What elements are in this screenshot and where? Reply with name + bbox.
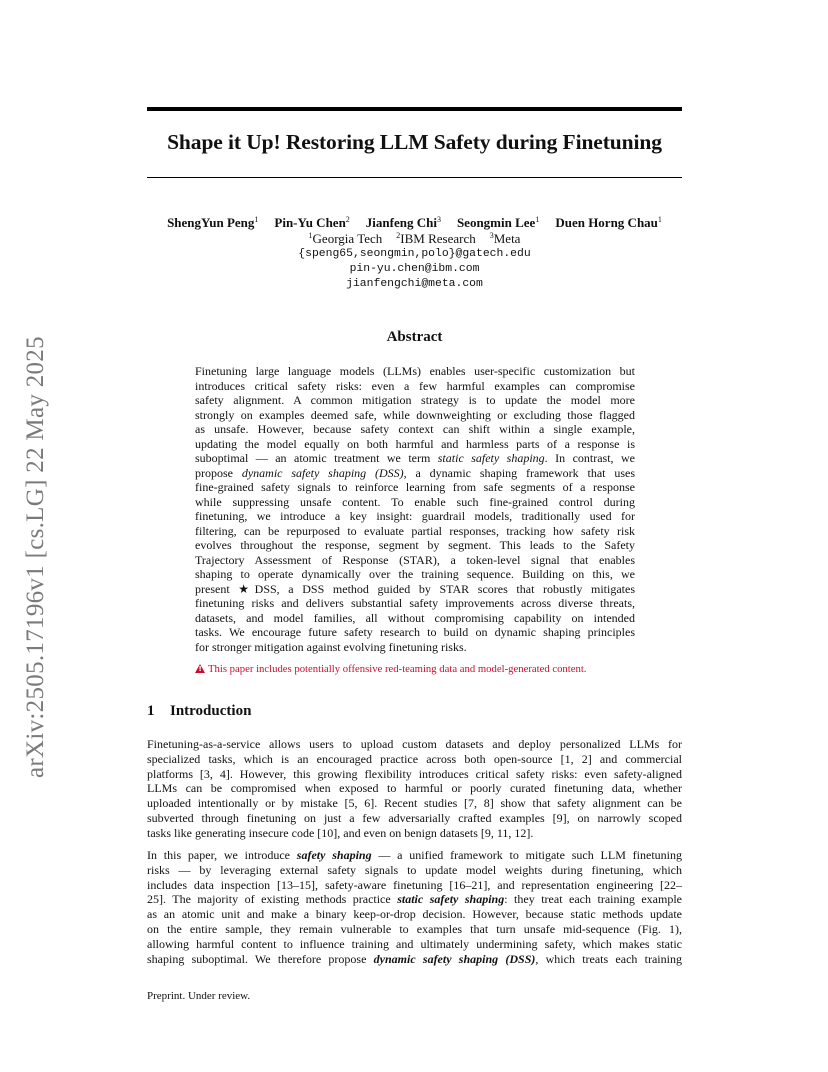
paragraph-line: includes data inspection [13–15], safety-aware finetuning [16–21], and representation engineering [22– xyxy=(147,877,682,892)
affiliation-list xyxy=(147,231,682,247)
title-rule-top xyxy=(147,107,682,111)
emphasized-term: dynamic safety shaping (DSS) xyxy=(373,951,536,966)
paragraph-line: as an atomic unit and make a binary keep-or-drop decision. However, because static methods update xyxy=(147,907,682,922)
author-name: Pin-Yu Chen$^2$ xyxy=(274,215,350,230)
title-rule-bottom xyxy=(147,177,682,178)
section-title: Introduction xyxy=(170,703,252,719)
author-name: Duen Horng Chau$^1$ xyxy=(555,215,662,230)
author-list xyxy=(147,215,682,231)
paragraph-line: tasks like generating insecure code [10], and even on benign datasets [9, 11, 12]. xyxy=(147,825,534,840)
author-name: Jianfeng Chi$^3$ xyxy=(365,215,441,230)
abstract-line: filtering, can be repurposed to evaluate partial responses, tracking how safety risk xyxy=(195,523,635,538)
abstract-line: Trajectory Assessment of Response (STAR), a token-level signal that enables xyxy=(195,552,635,567)
section-number: 1 xyxy=(147,703,155,719)
abstract-heading: Abstract xyxy=(386,329,443,345)
section-heading xyxy=(147,703,251,720)
paragraph-line: shaping suboptimal. We therefore propose dynamic safety shaping (DSS), which treats each training xyxy=(147,951,682,966)
emphasized-term: safety shaping xyxy=(296,848,372,862)
email-line: {speng65,seongmin,polo}@gatech.edu xyxy=(298,248,531,260)
paragraph-line: LLMs can be compromised when exposed to harmful or poorly curated finetuning data, whether xyxy=(147,781,682,796)
abstract-line: propose dynamic safety shaping (DSS), a dynamic shaping framework that uses xyxy=(195,465,635,480)
footer-note: Preprint. Under review. xyxy=(147,990,251,1002)
affiliation-mark: 1 xyxy=(308,231,313,240)
abstract-line: fine-grained safety signals to reinforce learning from safe segments of a response xyxy=(195,480,635,494)
abstract-line: datasets, and model families, all without compromising capability on intended xyxy=(195,610,635,625)
paragraph-line: on the entire sample, they remain vulnerable to examples that turn unsafe mid-sequence (Fig. 1), xyxy=(147,921,682,936)
abstract-line: suboptimal — an atomic treatment we term static safety shaping. In contrast, we xyxy=(195,451,635,465)
affiliation: $^1$Georgia Tech xyxy=(308,231,383,246)
abstract-body xyxy=(195,364,635,654)
affiliation-mark: 2 xyxy=(396,231,401,240)
paragraph-line: specialized tasks, which is an encouraged practice across both open-source [1, 2] and commercial xyxy=(147,751,682,766)
content-warning xyxy=(195,663,586,675)
emphasized-term: static safety shaping xyxy=(437,451,545,465)
intro-paragraph-1 xyxy=(147,737,682,841)
abstract-line: shaping to operate dynamically over the training sequence. Building on this, we xyxy=(195,567,635,581)
abstract-line: Finetuning large language models (LLMs) enables user-specific customization but xyxy=(195,364,635,378)
paragraph-line: Finetuning-as-a-service allows users to upload custom datasets and deploy personalized LLMs for xyxy=(147,737,682,751)
warning-icon xyxy=(195,664,205,673)
emphasized-term: dynamic safety shaping (DSS) xyxy=(241,465,404,480)
affiliation: $^3$Meta xyxy=(489,231,521,246)
paper-title: Shape it Up! Restoring LLM Safety during Finetuning xyxy=(167,130,662,154)
abstract-line: for stronger mitigation against evolving finetuning risks. xyxy=(195,639,467,654)
emphasized-term: static safety shaping xyxy=(397,892,505,907)
author-affil-mark: 1 xyxy=(254,215,259,224)
abstract-line: evolves throughout the response, segment by segment. This leads to the Safety xyxy=(195,538,635,552)
abstract-line: finetuning risks and delivers substantial safety improvements across diverse threats, xyxy=(195,596,635,610)
abstract-line: present ★DSS, a DSS method guided by STAR scores that robustly mitigates xyxy=(195,581,635,596)
abstract-line: safety alignment. A common mitigation strategy is to update the model more xyxy=(195,393,635,407)
affiliation: $^2$IBM Research xyxy=(396,231,476,246)
intro-paragraph-2 xyxy=(147,848,682,966)
abstract-line: updating the model equally on both harmful and harmless parts of a response is xyxy=(195,436,635,451)
abstract-line: while suppressing unsafe content. To enable such fine-grained control during xyxy=(195,494,635,509)
email-line: pin-yu.chen@ibm.com xyxy=(349,263,480,275)
abstract-line: as unsafe. However, because safety context can shift within a single example, xyxy=(195,422,635,436)
abstract-line: tasks. We encourage future safety research to build on dynamic shaping principles xyxy=(195,625,635,639)
author-affil-mark: 2 xyxy=(345,215,350,224)
paragraph-line: allowing harmful content to influence training and ultimately undermining safety, which makes static xyxy=(147,936,682,951)
paragraph-line: In this paper, we introduce safety shaping — a unified framework to mitigate such LLM finetuning xyxy=(147,848,683,862)
paragraph-line: risks — by leveraging external safety signals to update model weights during finetuning, which xyxy=(147,862,682,877)
author-affil-mark: 1 xyxy=(657,215,662,224)
arxiv-identifier: arXiv:2505.17196v1 [cs.LG] 22 May 2025 xyxy=(22,336,49,778)
abstract-line: strongly on examples deemed safe, while downweighting or excluding those flagged xyxy=(195,407,635,422)
author-affil-mark: 1 xyxy=(535,215,540,224)
paragraph-line: 25]. The majority of existing methods practice static safety shaping: they treat each training example xyxy=(147,892,682,907)
author-affil-mark: 3 xyxy=(436,215,441,224)
author-name: ShengYun Peng$^1$ xyxy=(167,215,259,230)
affiliation-mark: 3 xyxy=(489,231,494,240)
email-line: jianfengchi@meta.com xyxy=(346,278,483,290)
abstract-line: introduces critical safety risks: even a few harmful examples can compromise xyxy=(195,378,635,393)
paragraph-line: platforms [3, 4]. However, this growing flexibility introduces critical safety risks: even safety-aligned xyxy=(147,766,682,781)
paragraph-line: uploaded intentionally or by mistake [5, 6]. Recent studies [7, 8] show that safety alignment can be xyxy=(147,796,682,811)
paragraph-line: subverted through finetuning on just a few adversarially crafted examples [9], on narrowly scoped xyxy=(147,810,682,825)
author-name: Seongmin Lee$^1$ xyxy=(456,215,540,230)
warning-text: This paper includes potentially offensive red-teaming data and model-generated content. xyxy=(208,663,587,675)
abstract-line: finetuning, we introduce a key insight: guardrail models, traditionally used for xyxy=(195,509,635,523)
